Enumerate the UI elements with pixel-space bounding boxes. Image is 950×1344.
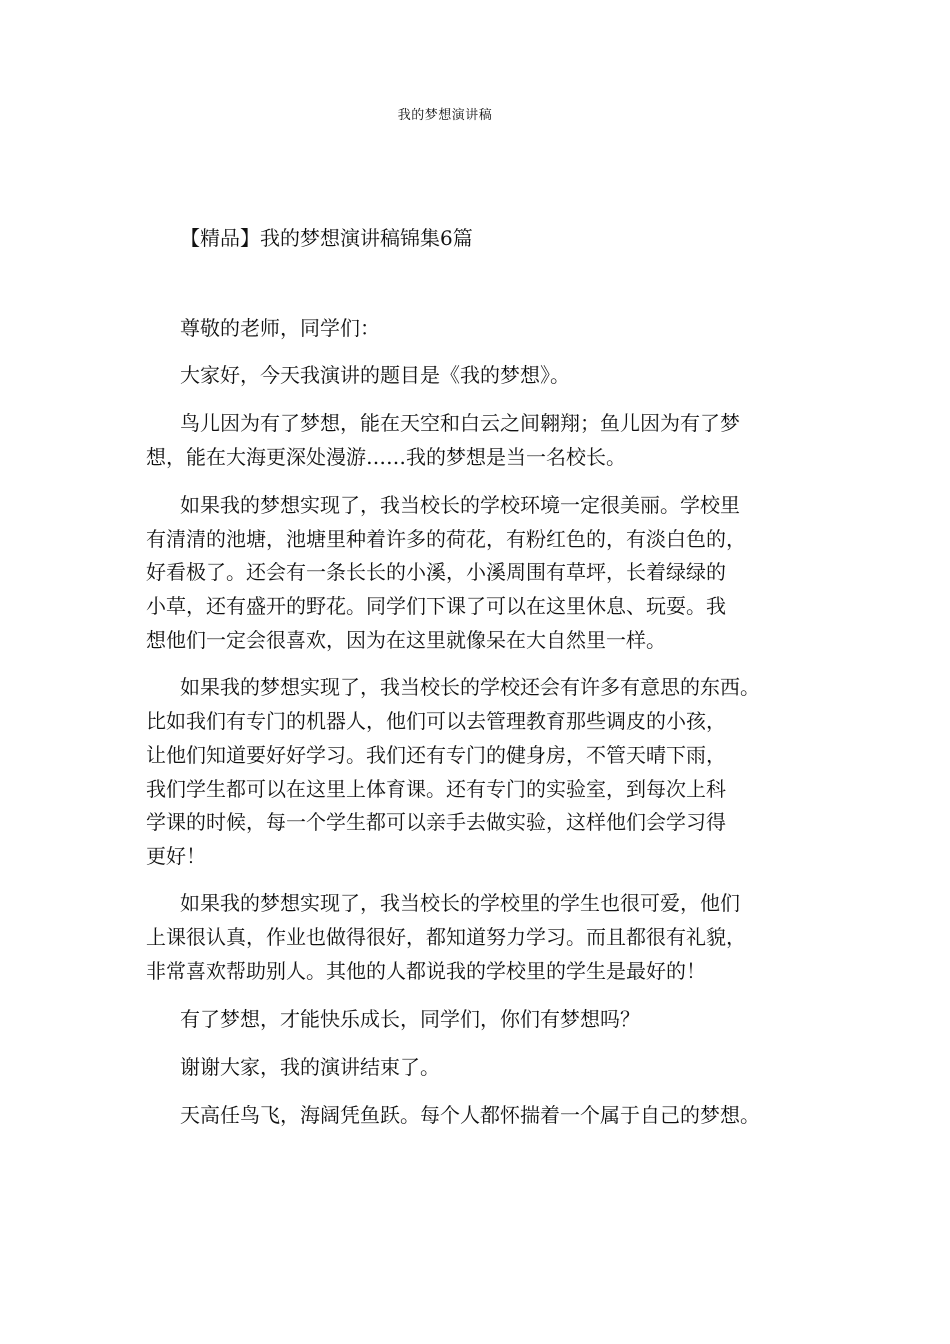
- body-line: 谢谢大家，我的演讲结束了。: [180, 1055, 440, 1079]
- body-line: 如果我的梦想实现了，我当校长的学校里的学生也很可爱，他们: [180, 891, 740, 915]
- body-line: 上课很认真，作业也做得很好，都知道努力学习。而且都很有礼貌，: [146, 925, 746, 949]
- body-line: 好看极了。还会有一条长长的小溪，小溪周围有草坪，长着绿绿的: [146, 560, 726, 584]
- body-line: 想，能在大海更深处漫游……我的梦想是当一名校长。: [146, 445, 626, 469]
- body-line: 尊敬的老师，同学们：: [180, 316, 380, 340]
- body-line: 有清清的池塘，池塘里种着许多的荷花，有粉红色的，有淡白色的，: [146, 527, 746, 551]
- running-header: 我的梦想演讲稿: [397, 108, 493, 123]
- body-line: 有了梦想，才能快乐成长，同学们，你们有梦想吗？: [180, 1007, 640, 1031]
- body-line: 我们学生都可以在这里上体育课。还有专门的实验室，到每次上科: [146, 777, 726, 801]
- body-line: 如果我的梦想实现了，我当校长的学校环境一定很美丽。学校里: [180, 493, 740, 517]
- body-line: 比如我们有专门的机器人，他们可以去管理教育那些调皮的小孩，: [146, 709, 726, 733]
- body-line: 学课的时候，每一个学生都可以亲手去做实验，这样他们会学习得: [146, 810, 726, 834]
- body-line: 非常喜欢帮助别人。其他的人都说我的学校里的学生是最好的！: [146, 959, 706, 983]
- body-line: 鸟儿因为有了梦想，能在天空和白云之间翱翔；鱼儿因为有了梦: [180, 411, 740, 435]
- body-line: 天高任鸟飞，海阔凭鱼跃。每个人都怀揣着一个属于自己的梦想。: [180, 1103, 760, 1127]
- body-line: 想他们一定会很喜欢，因为在这里就像呆在大自然里一样。: [146, 628, 666, 652]
- document-title: 【精品】我的梦想演讲稿锦集6篇: [180, 226, 473, 250]
- body-line: 大家好，今天我演讲的题目是《我的梦想》。: [180, 363, 570, 387]
- body-line: 更好！: [146, 844, 206, 868]
- body-line: 如果我的梦想实现了，我当校长的学校还会有许多有意思的东西。: [180, 675, 760, 699]
- body-line: 小草，还有盛开的野花。同学们下课了可以在这里休息、玩耍。我: [146, 594, 726, 618]
- body-line: 让他们知道要好好学习。我们还有专门的健身房，不管天晴下雨，: [146, 743, 726, 767]
